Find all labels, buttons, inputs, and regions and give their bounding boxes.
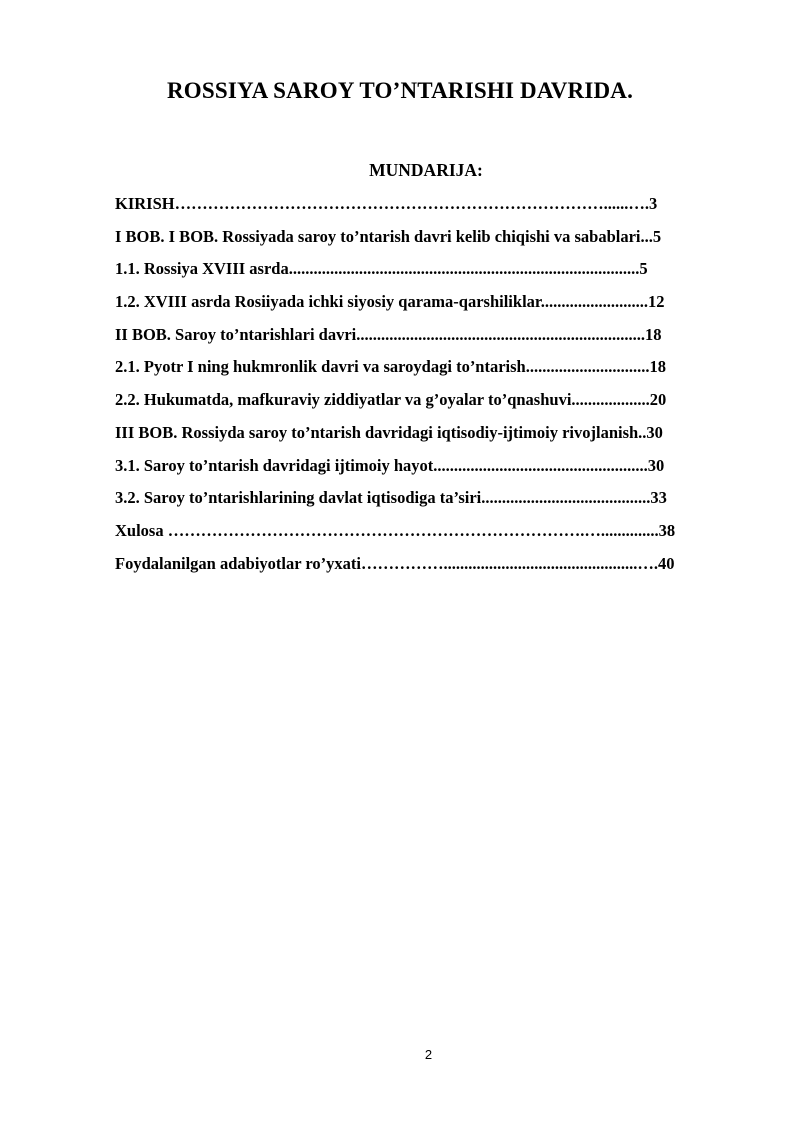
toc-entry-section-1-1 [115,257,745,290]
toc-entry-chapter-1 [115,225,745,258]
toc-entry-text: I BOB. I BOB. Rossiyada saroy to’ntarish davri kelib chiqishi va sabablari...5 [115,226,662,246]
toc-entry-text: Xulosa ………………………………………………………………….…..............38 [115,520,676,540]
toc-entry-text: 2.1. Pyotr I ning hukmronlik davri va saroydagi to’ntarish..............................18 [115,357,666,377]
toc-entry-section-3-1 [115,454,745,487]
toc-entry-section-3-2 [115,486,745,519]
toc-entry-text: 2.2. Hukumatda, mafkuraviy ziddiyatlar va g’oyalar to’qnashuvi...................20 [115,390,667,410]
toc-entry-section-2-2 [115,388,745,421]
page-number: 2 [424,1047,433,1062]
toc-entry-section-2-1 [115,355,745,388]
toc-entry-references [115,552,745,585]
toc-entry-text: III BOB. Rossiyda saroy to’ntarish davridagi iqtisodiy-ijtimoiy rivojlanish..30 [115,422,663,442]
toc-entry-text: 3.1. Saroy to’ntarish davridagi ijtimoiy hayot....................................................30 [115,455,665,475]
page-title: ROSSIYA SAROY TO’NTARISHI DAVRIDA. [166,78,634,103]
toc-entry-text: KIRISH……………………………………………………………………......….3 [115,194,658,213]
toc-entry-chapter-2 [115,323,745,356]
toc-entry-text: 1.2. XVIII asrda Rosiiyada ichki siyosiy qarama-qarshiliklar..........................12 [115,292,665,312]
toc-entry-text: II BOB. Saroy to’ntarishlari davri......................................................................18 [115,324,662,344]
table-of-contents [115,192,745,584]
toc-entry-text: Foydalanilgan adabiyotlar ro’yxati……………...............................................….40 [115,553,675,573]
toc-entry-text: 1.1. Rossiya XVIII asrda.....................................................................................5 [115,259,648,279]
toc-entry-section-1-2 [115,290,745,323]
toc-entry-kirish [115,192,745,225]
toc-entry-chapter-3 [115,421,745,454]
toc-entry-text: 3.2. Saroy to’ntarishlarining davlat iqtisodiga ta’siri.........................................33 [115,488,667,508]
toc-entry-xulosa [115,519,745,552]
toc-heading: MUNDARIJA: [369,160,483,180]
